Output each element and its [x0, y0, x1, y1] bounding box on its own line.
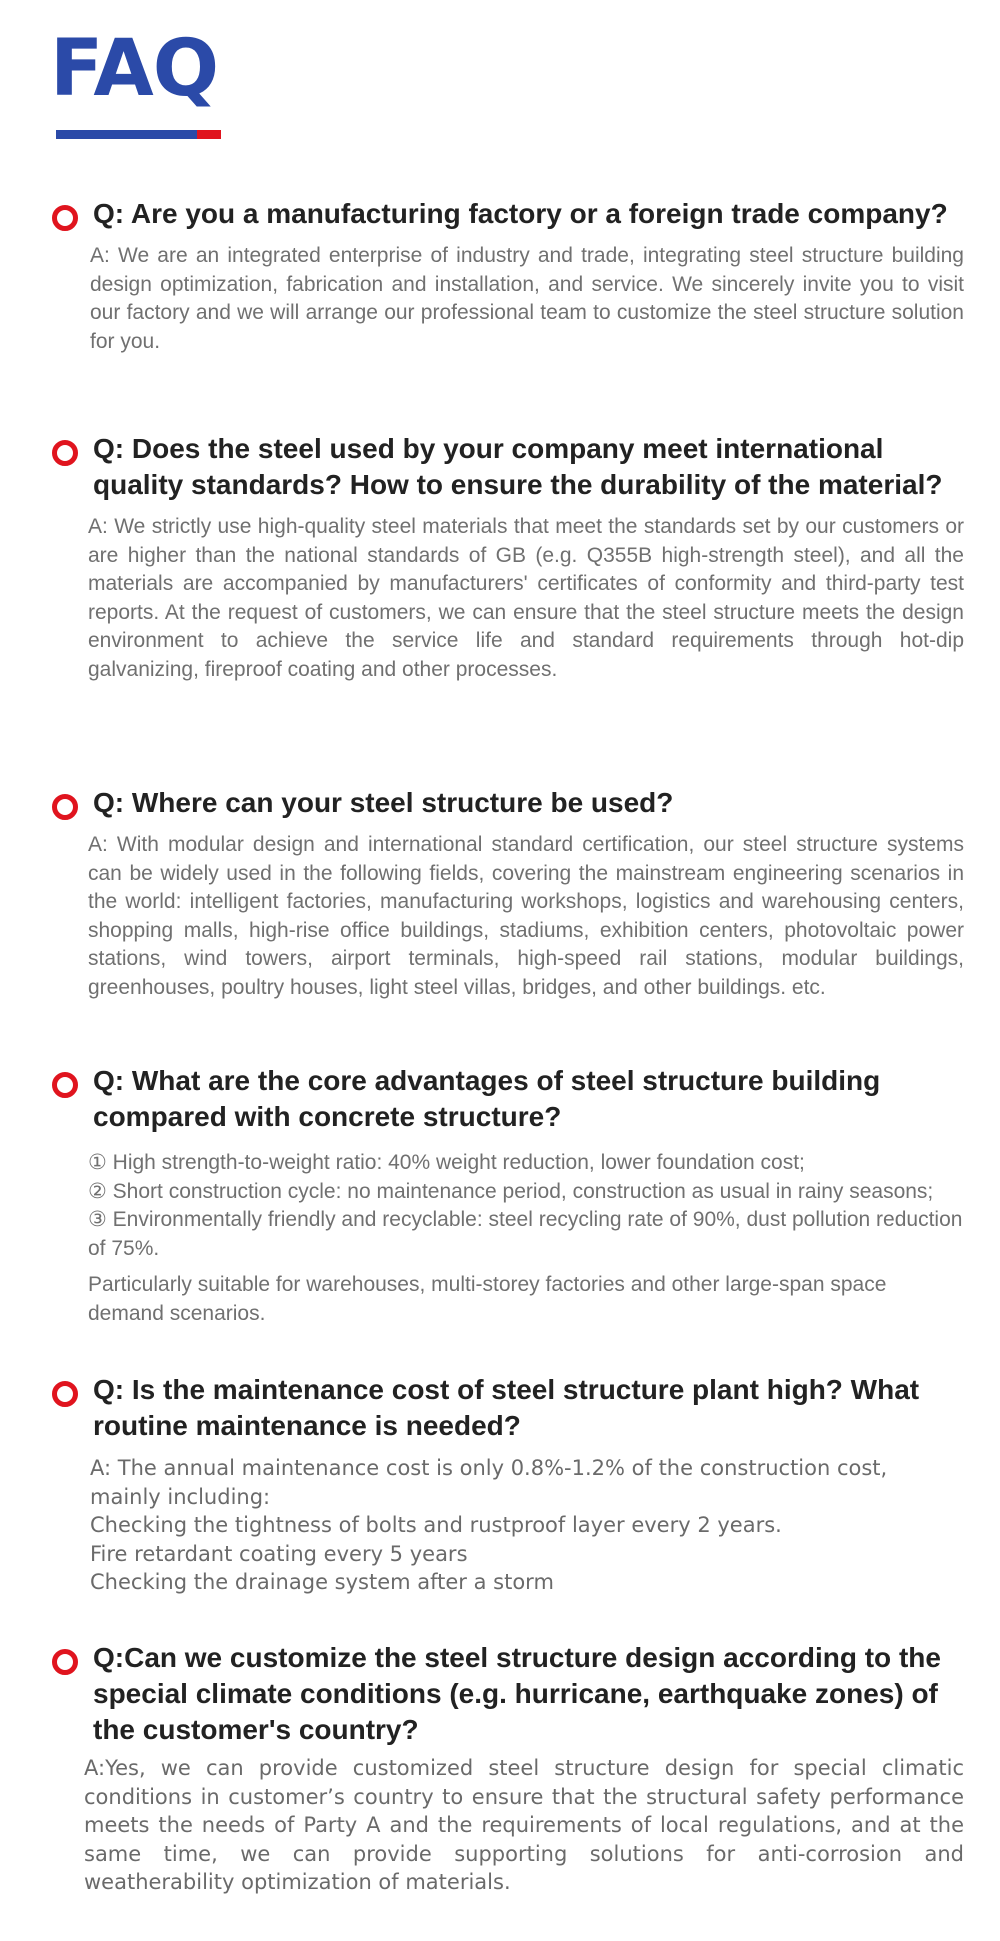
faq-question-row	[52, 1372, 964, 1444]
faq-question: Q:Can we customize the steel structure design according to the special climate conditions (e.g. hurricane, earthquake zones) of the customer's country?	[93, 1642, 941, 1745]
answer-line: A: The annual maintenance cost is only 0.8%-1.2% of the construction cost, mainly including:	[90, 1456, 888, 1509]
red-ring-bullet-icon	[52, 1649, 78, 1675]
faq-item	[52, 196, 964, 356]
answer-note: Particularly suitable for warehouses, multi-storey factories and other large-span space demand scenarios.	[88, 1273, 887, 1325]
answer-line: Checking the drainage system after a storm	[90, 1570, 554, 1594]
faq-answer	[88, 1149, 964, 1328]
faq-question: Q: Does the steel used by your company meet international quality standards? How to ensure the durability of the material?	[93, 433, 943, 500]
faq-item	[52, 1372, 964, 1597]
faq-header	[50, 24, 219, 114]
faq-answer: A: We are an integrated enterprise of industry and trade, integrating steel structure building design optimization, fabrication and installation, and service. We sincerely invite you to visit our factory and we will arrange our professional team to customize the steel structure solution for you.	[90, 244, 964, 353]
faq-question-row	[52, 196, 964, 232]
faq-question-row	[52, 1640, 964, 1748]
faq-question: Q: Are you a manufacturing factory or a foreign trade company?	[93, 198, 948, 229]
answer-line: Checking the tightness of bolts and rustproof layer every 2 years.	[90, 1513, 782, 1537]
red-ring-bullet-icon	[52, 440, 78, 466]
faq-answer	[90, 1454, 964, 1597]
underline-red-segment	[197, 130, 221, 139]
page-title: FAQ	[50, 24, 219, 114]
faq-question-row	[52, 785, 964, 821]
red-ring-bullet-icon	[52, 1381, 78, 1407]
faq-question: Q: Is the maintenance cost of steel structure plant high? What routine maintenance is needed?	[93, 1374, 920, 1441]
faq-item	[52, 431, 964, 684]
faq-question: Q: Where can your steel structure be used?	[93, 787, 674, 818]
red-ring-bullet-icon	[52, 1072, 78, 1098]
faq-question-row	[52, 1063, 964, 1135]
faq-answer: A: We strictly use high-quality steel materials that meet the standards set by our customers or are higher than the national standards of GB (e.g. Q355B high-strength steel), and all the materials are accompanied by manufacturers' certificates of conformity and third-party test reports. At the request of customers, we can ensure that the steel structure meets the design environment to achieve the service life and standard requirements through hot-dip galvanizing, fireproof coating and other processes.	[88, 515, 964, 681]
faq-question-row	[52, 431, 964, 503]
answer-line: ② Short construction cycle: no maintenance period, construction as usual in rainy seasons;	[88, 1179, 934, 1203]
red-ring-bullet-icon	[52, 205, 78, 231]
title-underline	[56, 130, 221, 139]
faq-item	[52, 1063, 964, 1328]
red-ring-bullet-icon	[52, 794, 78, 820]
faq-question: Q: What are the core advantages of steel structure building compared with concrete structure?	[93, 1065, 881, 1132]
faq-item	[52, 1640, 964, 1897]
answer-line: ③ Environmentally friendly and recyclable: steel recycling rate of 90%, dust pollution reduction of 75%.	[88, 1208, 963, 1260]
answer-line: ① High strength-to-weight ratio: 40% weight reduction, lower foundation cost;	[88, 1151, 805, 1174]
faq-answer: A:Yes, we can provide customized steel structure design for special climatic conditions in customer’s country to ensure that the structural safety performance meets the needs of Party A and the requirements of local regulations, and at the same time, we can provide supporting solutions for anti-corrosion and weatherability optimization of materials.	[84, 1756, 964, 1894]
faq-item	[52, 785, 964, 1002]
answer-line: Fire retardant coating every 5 years	[90, 1541, 468, 1566]
faq-answer: A: With modular design and international standard certification, our steel structure systems can be widely used in the following fields, covering the mainstream engineering scenarios in the world: intelligent factories, manufacturing workshops, logistics and warehousing centers, shopping malls, high-rise office buildings, stadiums, exhibition centers, photovoltaic power stations, wind towers, airport terminals, high-speed rail stations, modular buildings, greenhouses, poultry houses, light steel villas, bridges, and other buildings. etc.	[88, 833, 964, 999]
underline-blue-segment	[56, 130, 197, 139]
